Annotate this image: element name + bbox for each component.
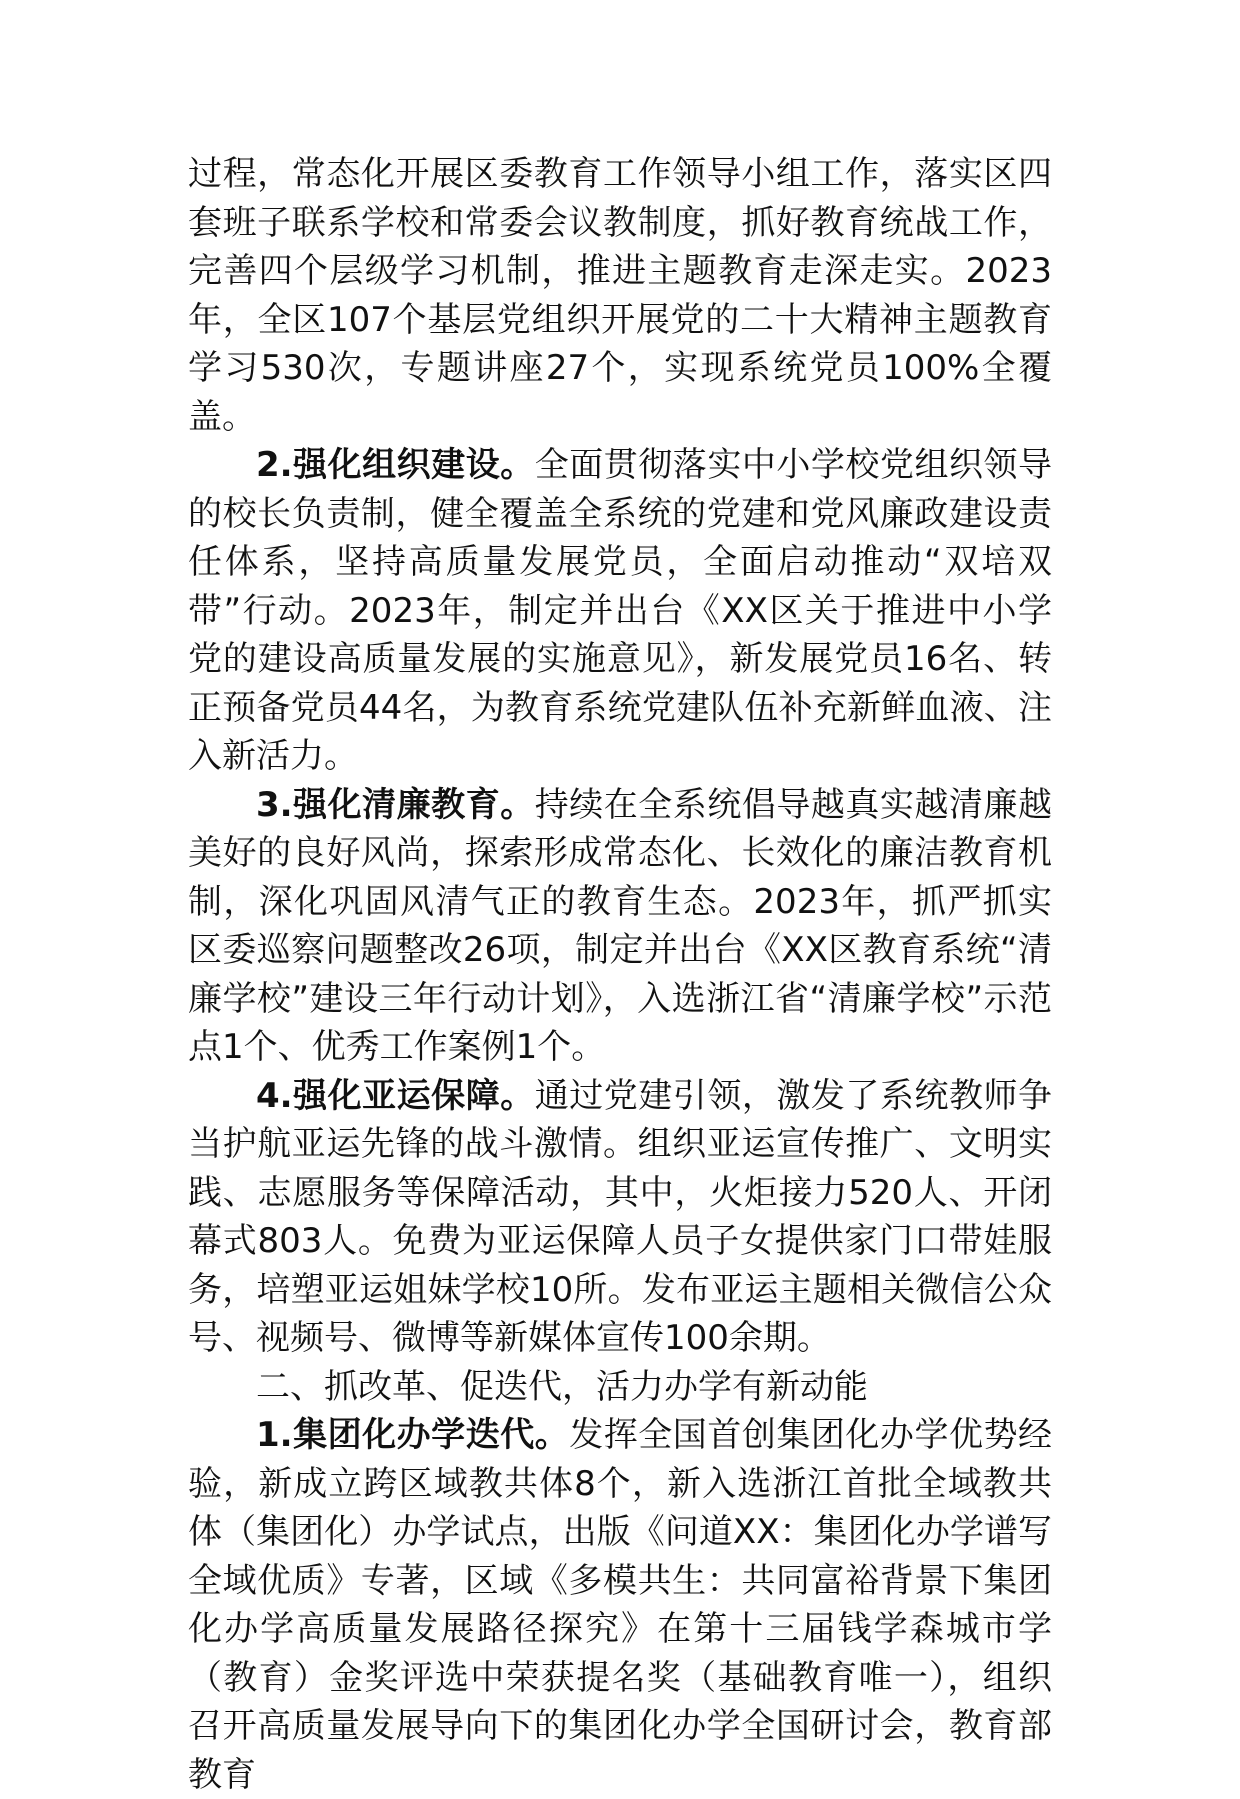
document-body [188,150,1052,1799]
section-heading-text: 二、抓改革、促迭代，活力办学有新动能 [256,1366,868,1407]
paragraph-text: 持续在全系统倡导越真实越清廉越美好的良好风尚，探索形成常态化、长效化的廉洁教育机制，深化巩固风清气正的教育生态。2023年，抓严抓实区委巡察问题整改26项，制定并出台《XX区教育系统“清廉学校”建设三年行动计划》，入选浙江省“清廉学校”示范点1个、优秀工作案例1个。 [188,784,1053,1067]
paragraph-organization-building [188,441,1052,781]
paragraph-text: 通过党建引领，激发了系统教师争当护航亚运先锋的战斗激情。组织亚运宣传推广、文明实践、志愿服务等保障活动，其中，火炬接力520人、开闭幕式803人。免费为亚运保障人员子女提供家门口带娃服务，培塑亚运姐妹学校10所。发布亚运主题相关微信公众号、视频号、微博等新媒体宣传100余期。 [188,1075,1053,1358]
paragraph-lead-heading: 1.集团化办学迭代。 [256,1415,570,1455]
paragraph-text: 过程，常态化开展区委教育工作领导小组工作，落实区四套班子联系学校和常委会议教制度，抓好教育统战工作，完善四个层级学习机制，推进主题教育走深走实。2023年，全区107个基层党组织开展党的二十大精神主题教育学习530次，专题讲座27个，实现系统党员100%全覆盖。 [188,154,1052,437]
paragraph-lead-heading: 2.强化组织建设。 [256,445,535,485]
paragraph-lead-heading: 4.强化亚运保障。 [256,1075,535,1116]
paragraph-integrity-education [188,781,1052,1072]
paragraph-text: 发挥全国首创集团化办学优势经验，新成立跨区域教共体8个，新入选浙江首批全域教共体（集团化）办学试点，出版《问道XX：集团化办学谱写全域优质》专著，区域《多模共生：共同富裕背景下集团化办学高质量发展路径探究》在第十三届钱学森城市学（教育）金奖评选中荣获提名奖（基础教育唯一），组织召开高质量发展导向下的集团化办学全国研讨会，教育部教育 [188,1415,1052,1795]
paragraph-asian-games-support [188,1072,1052,1363]
section-heading [188,1363,1052,1412]
paragraph-lead-heading: 3.强化清廉教育。 [256,784,535,825]
paragraph-text: 全面贯彻落实中小学校党组织领导的校长负责制，健全覆盖全系统的党建和党风廉政建设责任体系，坚持高质量发展党员，全面启动推动“双培双带”行动。2023年，制定并出台《XX区关于推进中小学党的建设高质量发展的实施意见》，新发展党员16名、转正预备党员44名，为教育系统党建队伍补充新鲜血液、注入新活力。 [188,445,1053,776]
paragraph-continuation [188,150,1052,441]
paragraph-group-schooling [188,1411,1052,1799]
